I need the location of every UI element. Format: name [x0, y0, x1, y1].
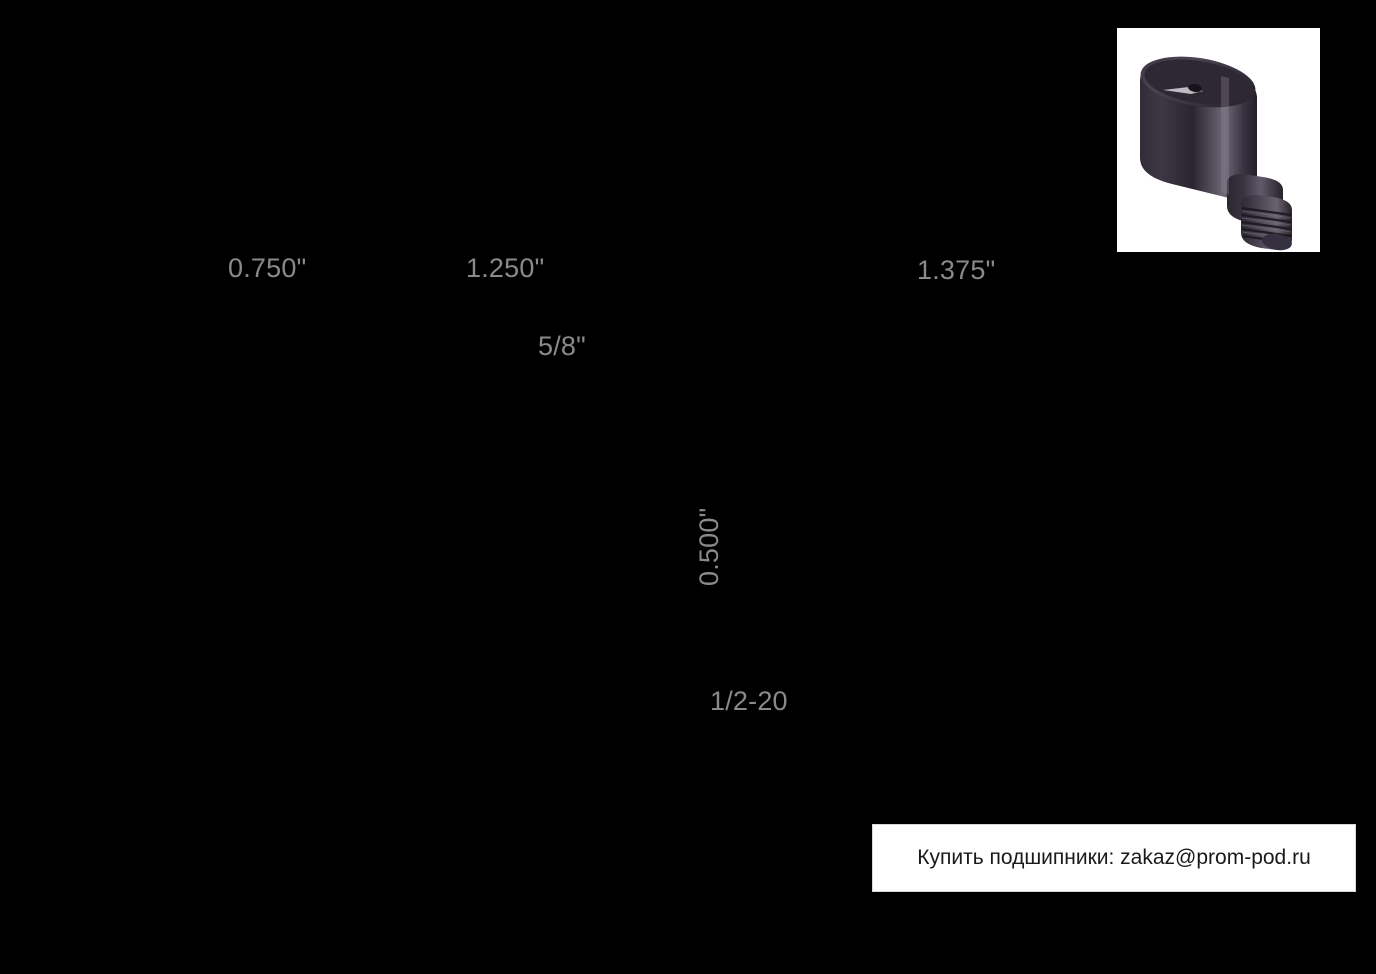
cam-follower-illustration — [1117, 28, 1320, 252]
product-photo — [1117, 28, 1320, 252]
contact-banner-text: Купить подшипники: zakaz@prom-pod.ru — [917, 846, 1311, 869]
contact-banner — [872, 824, 1356, 892]
dimension-label-roller-width: 5/8" — [538, 331, 586, 361]
dimension-label-outer-diameter: 0.750" — [228, 253, 307, 283]
dimension-label-thread-size: 1/2-20 — [710, 686, 788, 716]
dimension-label-stud-diameter: 0.500" — [694, 507, 724, 586]
dimension-label-roller-diameter: 1.250" — [466, 253, 545, 283]
dimension-label-overall-length: 1.375" — [917, 255, 996, 285]
